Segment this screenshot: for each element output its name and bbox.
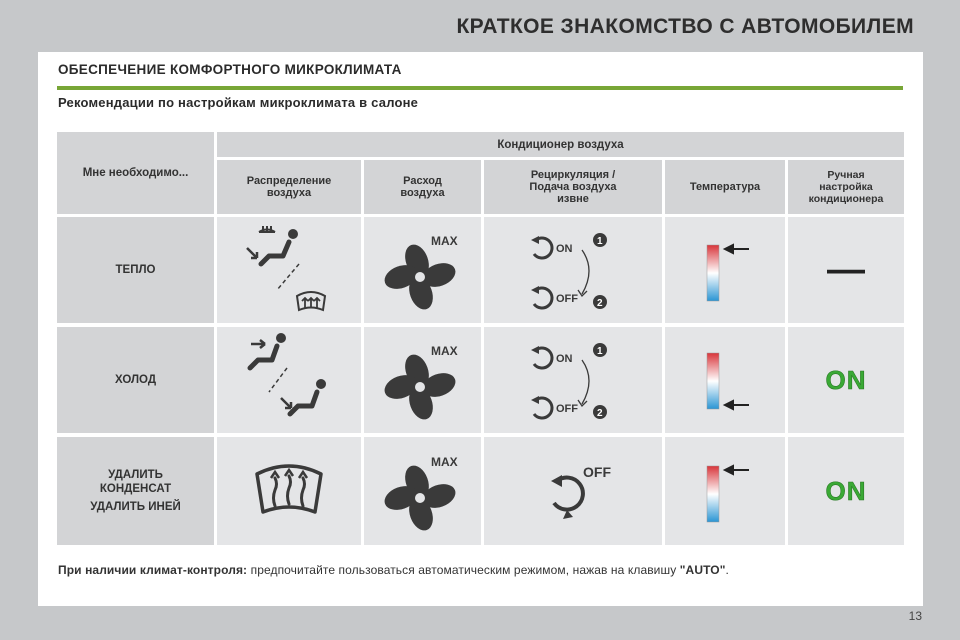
heat-distribution-cell: [217, 217, 361, 323]
svg-text:2: 2: [597, 408, 603, 419]
col-header-distribution: Распределение воздуха: [217, 160, 361, 214]
demist-manual-cell: [788, 437, 904, 545]
svg-text:ON: ON: [556, 243, 573, 255]
temperature-max-hot-icon: [685, 446, 765, 536]
fan-max-icon: [373, 446, 473, 536]
svg-text:1: 1: [597, 346, 603, 357]
manual-off-dash: —: [827, 249, 865, 291]
recirculation-on-off-sequence-icon: [498, 220, 648, 320]
footer-lead: При наличии климат-контроля:: [58, 563, 248, 577]
svg-text:ON: ON: [556, 353, 573, 365]
col-header-flow: Расход воздуха: [364, 160, 481, 214]
heat-temperature-cell: [665, 217, 785, 323]
svg-text:MAX: MAX: [430, 455, 458, 469]
cold-recirculation-cell: [484, 327, 662, 433]
footer-text: предпочитайте пользоваться автоматическим режимом, нажав на клавишу: [247, 563, 680, 577]
fan-max-icon: [373, 335, 473, 425]
cold-manual-cell: [788, 327, 904, 433]
heat-flow-cell: [364, 217, 481, 323]
page-header: [0, 0, 960, 52]
demist-flow-cell: [364, 437, 481, 545]
row-label-demist: УДАЛИТЬ КОНДЕНСАТ УДАЛИТЬ ИНЕЙ: [57, 437, 214, 545]
svg-text:OFF: OFF: [556, 403, 578, 415]
svg-text:1: 1: [597, 236, 603, 247]
svg-text:MAX: MAX: [430, 344, 458, 358]
svg-text:2: 2: [597, 298, 603, 309]
footer-key: "AUTO": [679, 563, 726, 577]
fan-max-icon: [373, 225, 473, 315]
recirculation-on-off-sequence-icon: [498, 330, 648, 430]
cold-flow-cell: [364, 327, 481, 433]
windscreen-defrost-icon: [249, 456, 329, 526]
svg-text:MAX: MAX: [430, 234, 458, 248]
svg-text:OFF: OFF: [583, 464, 611, 480]
col-header-temperature: Температура: [665, 160, 785, 214]
footer-note: При наличии климат-контроля: предпочитайте пользоваться автоматическим режимом, нажав на клавишу "AUTO".: [58, 563, 729, 577]
manual-on-badge: ON: [825, 475, 867, 506]
cold-temperature-cell: [665, 327, 785, 433]
temperature-min-cold-icon: [685, 335, 765, 425]
subtitle: Рекомендации по настройкам микроклимата в салоне: [58, 95, 419, 110]
header-title: КРАТКОЕ ЗНАКОМСТВО С АВТОМОБИЛЕМ: [456, 15, 914, 38]
recirculation-off-icon: [513, 451, 633, 531]
manual-on-badge: ON: [825, 364, 867, 395]
row-label-heat: ТЕПЛО: [57, 217, 214, 323]
temperature-max-hot-icon: [685, 225, 765, 315]
page-content: [38, 52, 923, 606]
demist-distribution-cell: [217, 437, 361, 545]
demist-recirculation-cell: [484, 437, 662, 545]
page-number: 13: [908, 609, 922, 623]
cold-distribution-cell: [217, 327, 361, 433]
heat-recirculation-cell: [484, 217, 662, 323]
air-distribution-feet-windscreen-icon: [229, 220, 349, 320]
air-distribution-face-feet-icon: [229, 330, 349, 430]
climate-recommendation-table: [57, 132, 904, 545]
row-label-cold: ХОЛОД: [57, 327, 214, 433]
demist-temperature-cell: [665, 437, 785, 545]
group-header-ac: Кондиционер воздуха: [217, 132, 904, 157]
heat-manual-cell: [788, 217, 904, 323]
svg-text:OFF: OFF: [556, 293, 578, 305]
section-title: ОБЕСПЕЧЕНИЕ КОМФОРТНОГО МИКРОКЛИМАТА: [58, 62, 402, 77]
col-header-manual: Ручная настройка кондиционера: [788, 160, 904, 214]
section-divider: [57, 86, 903, 90]
corner-header: Мне необходимо...: [57, 132, 214, 214]
col-header-recirculation: Рециркуляция / Подача воздуха извне: [484, 160, 662, 214]
